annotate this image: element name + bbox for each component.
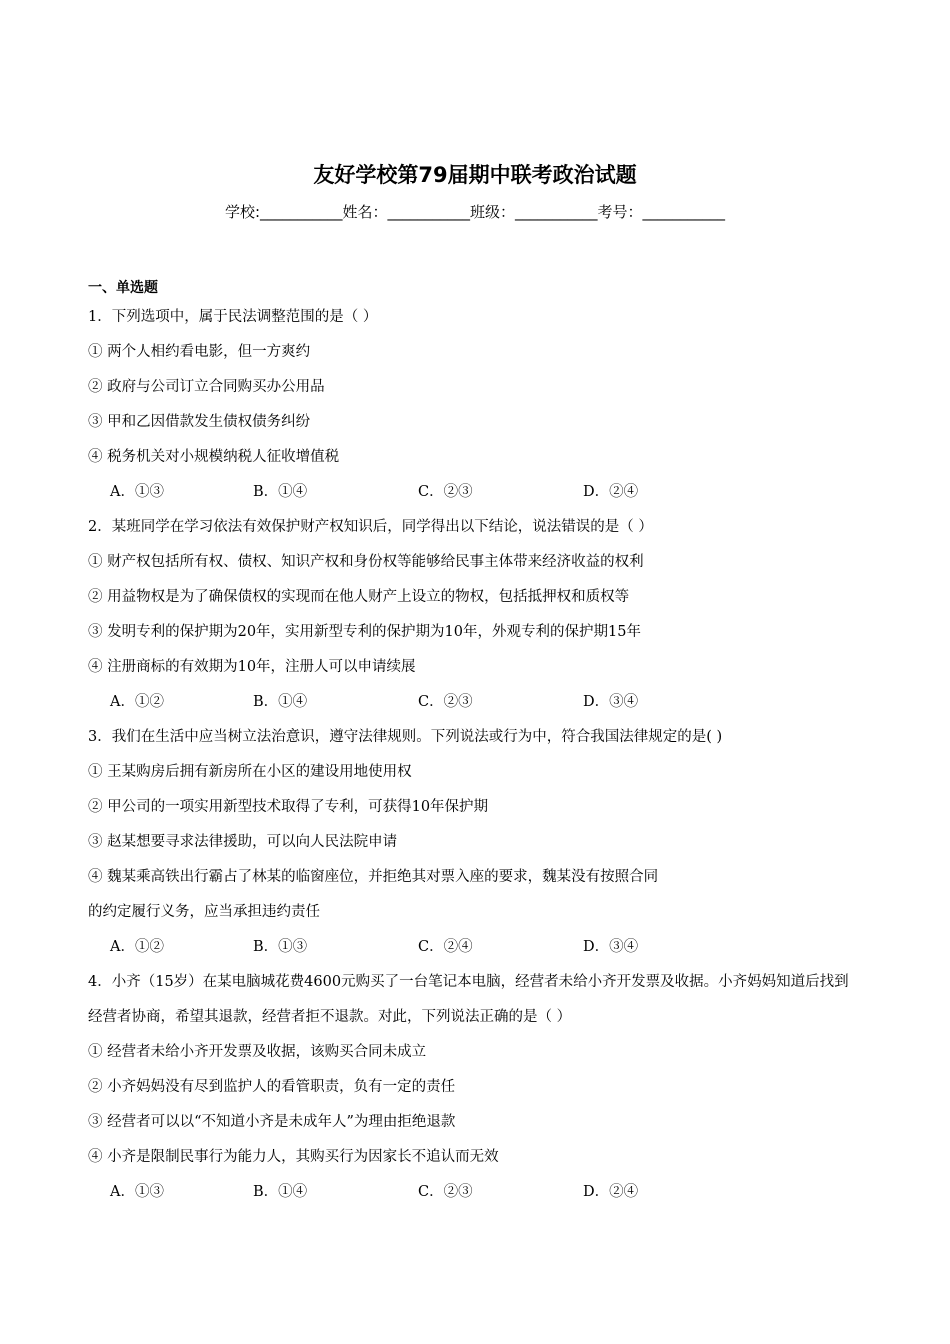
question-item: ④ 魏某乘高铁出行霸占了林某的临窗座位，并拒绝其对票入座的要求，魏某没有按照合同 bbox=[88, 869, 659, 885]
answer-options bbox=[88, 1175, 878, 1210]
option-b: B．①④ bbox=[253, 484, 308, 500]
question-item: ③ 赵某想要寻求法律援助，可以向人民法院申请 bbox=[88, 834, 398, 850]
exam-title: 友好学校第79届期中联考政治试题 bbox=[313, 163, 637, 187]
option-a: A．①③ bbox=[110, 1184, 164, 1200]
question-stem: 1．下列选项中，属于民法调整范围的是（ ） bbox=[88, 309, 378, 325]
option-c: C．②③ bbox=[418, 1184, 473, 1200]
answer-options bbox=[88, 685, 878, 720]
question-stem: 4．小齐（15岁）在某电脑城花费4600元购买了一台笔记本电脑，经营者未给小齐开发票及收据。小齐妈妈知道后找到经营者协商，希望其退款，经营者拒不退款。对此，下列说法正确的是（ ） bbox=[88, 974, 849, 1025]
option-a: A．①③ bbox=[110, 484, 164, 500]
student-info-line: 学校:___________姓名：___________班级：___________考号：___________ bbox=[224, 203, 726, 221]
question-item: ③ 甲和乙因借款发生债权债务纠纷 bbox=[88, 414, 311, 430]
answer-options bbox=[88, 475, 878, 510]
option-a: A．①② bbox=[110, 939, 164, 955]
option-a: A．①② bbox=[110, 694, 164, 710]
option-b: B．①③ bbox=[253, 939, 308, 955]
option-c: C．②③ bbox=[418, 484, 473, 500]
question-item-continuation: 的约定履行义务，应当承担违约责任 bbox=[88, 904, 320, 920]
question-item: ④ 注册商标的有效期为10年，注册人可以申请续展 bbox=[88, 659, 416, 675]
question-item: ③ 经营者可以以“不知道小齐是未成年人”为理由拒绝退款 bbox=[88, 1114, 456, 1130]
question-item: ① 两个人相约看电影，但一方爽约 bbox=[88, 344, 311, 360]
question-1 bbox=[88, 300, 878, 510]
option-c: C．②③ bbox=[418, 694, 473, 710]
option-d: D．②④ bbox=[583, 1184, 639, 1200]
question-item: ② 用益物权是为了确保债权的实现而在他人财产上设立的物权，包括抵押权和质权等 bbox=[88, 589, 630, 605]
question-stem: 2．某班同学在学习依法有效保护财产权知识后，同学得出以下结论，说法错误的是（ ） bbox=[88, 519, 653, 535]
question-item: ④ 小齐是限制民事行为能力人，其购买行为因家长不追认而无效 bbox=[88, 1149, 499, 1165]
question-item: ④ 税务机关对小规模纳税人征收增值税 bbox=[88, 449, 340, 465]
option-d: D．③④ bbox=[583, 939, 639, 955]
question-3 bbox=[88, 720, 878, 965]
question-item: ① 王某购房后拥有新房所在小区的建设用地使用权 bbox=[88, 764, 412, 780]
answer-options bbox=[88, 930, 878, 965]
question-item: ② 政府与公司订立合同购买办公用品 bbox=[88, 379, 325, 395]
question-stem: 3．我们在生活中应当树立法治意识，遵守法律规则。下列说法或行为中，符合我国法律规定的是( ) bbox=[88, 729, 723, 745]
question-4 bbox=[88, 965, 878, 1210]
option-d: D．②④ bbox=[583, 484, 639, 500]
question-item: ③ 发明专利的保护期为20年，实用新型专利的保护期为10年，外观专利的保护期15年 bbox=[88, 624, 641, 640]
option-b: B．①④ bbox=[253, 694, 308, 710]
option-c: C．②④ bbox=[418, 939, 473, 955]
option-d: D．③④ bbox=[583, 694, 639, 710]
question-item: ① 财产权包括所有权、债权、知识产权和身份权等能够给民事主体带来经济收益的权利 bbox=[88, 554, 644, 570]
option-b: B．①④ bbox=[253, 1184, 308, 1200]
question-item: ① 经营者未给小齐开发票及收据，该购买合同未成立 bbox=[88, 1044, 427, 1060]
section-heading: 一、单选题 bbox=[88, 280, 158, 296]
question-2 bbox=[88, 510, 878, 720]
exam-content bbox=[88, 276, 878, 1210]
question-item: ② 小齐妈妈没有尽到监护人的看管职责，负有一定的责任 bbox=[88, 1079, 456, 1095]
question-item: ② 甲公司的一项实用新型技术取得了专利，可获得10年保护期 bbox=[88, 799, 489, 815]
